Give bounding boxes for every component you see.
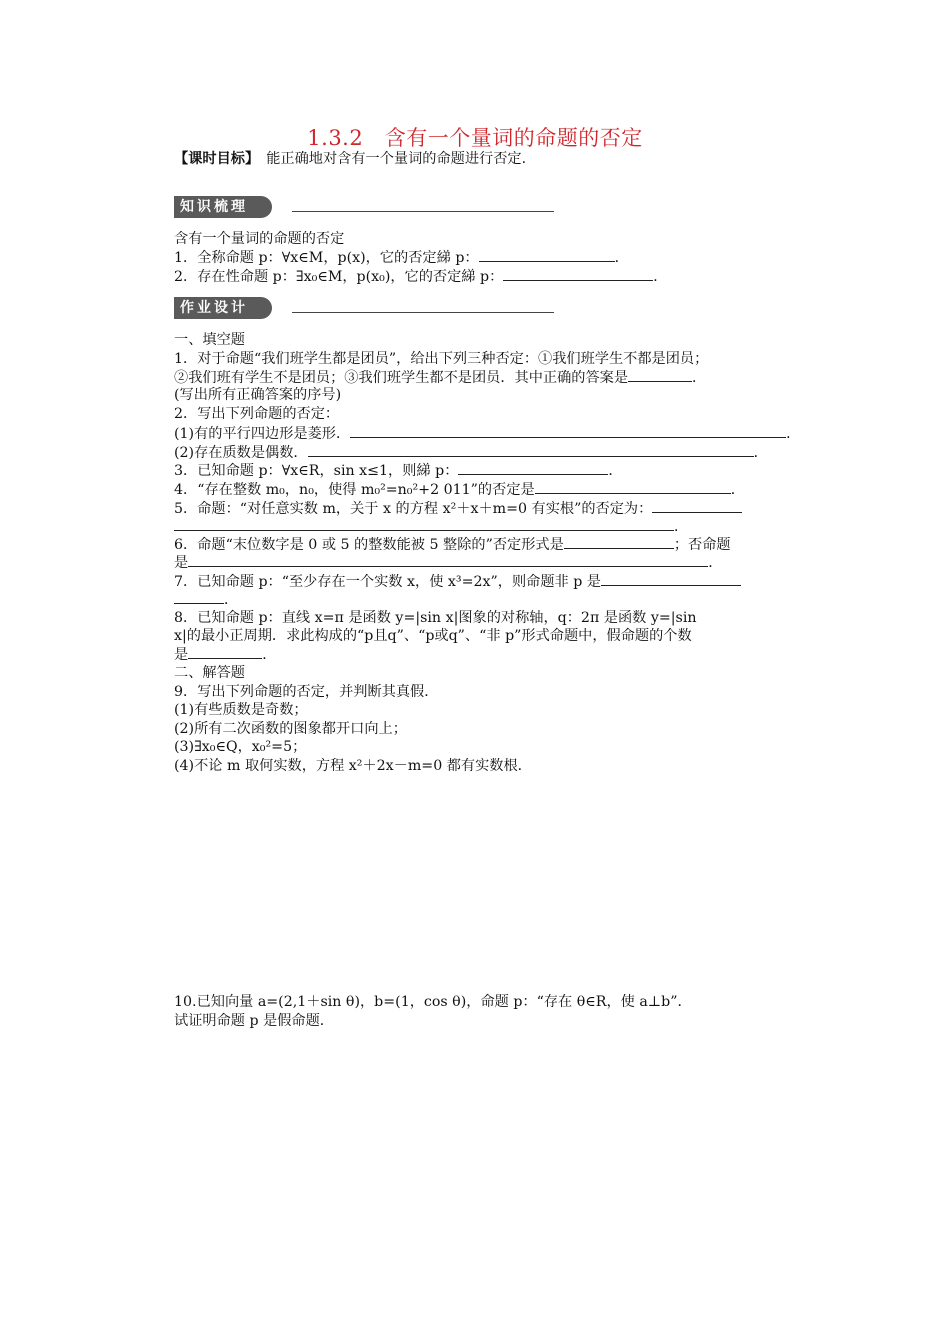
question-9-a: (1)有些质数是奇数； — [174, 702, 308, 718]
answer-blank[interactable] — [308, 443, 754, 457]
answer-blank[interactable] — [601, 572, 741, 586]
item-text: (2)存在质数是偶数． — [174, 445, 308, 461]
item-text: ；否命题 — [673, 537, 731, 553]
question-10-line-2: 试证明命题 p 是假命题． — [174, 1013, 334, 1029]
knowledge-heading: 含有一个量词的命题的否定 — [174, 231, 345, 247]
item-text: 4．“存在整数 m₀，n₀，使得 m₀²=n₀²+2 011”的否定是 — [174, 482, 535, 498]
answer-blank[interactable] — [652, 499, 742, 513]
answer-blank[interactable] — [350, 424, 786, 438]
section-tag-knowledge: 知识梳理 — [174, 196, 272, 218]
section-header-homework — [174, 297, 554, 319]
answer-blank[interactable] — [564, 535, 674, 549]
item-text: ． — [614, 250, 629, 266]
question-6-line-2 — [174, 553, 722, 572]
question-5-line-1 — [174, 499, 742, 518]
item-text: 3．已知命题 p：∀x∈R，sin x≤1，则綈 p： — [174, 463, 459, 479]
question-9-line-1: 9．写出下列命题的否定，并判断其真假． — [174, 684, 439, 700]
question-2-b — [174, 443, 768, 462]
question-7-line-1 — [174, 572, 741, 591]
item-text: 7．已知命题 p：“至少存在一个实数 x，使 x³=2x”，则命题非 p 是 — [174, 574, 601, 590]
question-8-line-2: x|的最小正周期．求此构成的“p且q”、“p或q”、“非 p”形式命题中，假命题的个数 — [174, 628, 692, 644]
part-heading-answer: 二、解答题 — [174, 665, 245, 681]
item-text: ． — [786, 426, 801, 442]
question-1-line-1: 1．对于命题“我们班学生都是团员”，给出下列三种否定：①我们班学生不都是团员； — [174, 351, 709, 367]
item-text: 是 — [174, 647, 189, 663]
item-text: ． — [730, 482, 745, 498]
answer-blank[interactable] — [458, 461, 608, 475]
answer-blank[interactable] — [503, 267, 653, 281]
answer-blank[interactable] — [628, 368, 692, 382]
question-9-d: (4)不论 m 取何实数，方程 x²＋2x－m=0 都有实数根． — [174, 758, 532, 774]
item-text: 2．存在性命题 p：∃x₀∈M，p(x₀)，它的否定綈 p： — [174, 269, 504, 285]
question-10-line-1: 10.已知向量 a=(2,1＋sin θ)，b=(1，cos θ)，命题 p：“存在 θ∈R，使 a⊥b”． — [174, 994, 692, 1010]
question-4 — [174, 480, 745, 499]
item-text: 1．全称命题 p：∀x∈M，p(x)，它的否定綈 p： — [174, 250, 479, 266]
item-text: ． — [674, 519, 689, 535]
question-8-line-1: 8．已知命题 p：直线 x=π 是函数 y=|sin x|图象的对称轴，q：2π 是函数 y=|sin — [174, 610, 697, 626]
section-header-knowledge — [174, 196, 554, 218]
question-1-line-3: (写出所有正确答案的序号) — [174, 387, 342, 403]
item-text: 5．命题：“对任意实数 m，关于 x 的方程 x²＋x＋m=0 有实根”的否定为： — [174, 501, 653, 517]
question-3 — [174, 461, 623, 480]
goal-text: 能正确地对含有一个量词的命题进行否定. — [252, 151, 527, 167]
part-heading-fill: 一、填空题 — [174, 332, 245, 348]
question-9-c: (3)∃x₀∈Q，x₀²=5； — [174, 739, 307, 755]
section-tag-homework: 作业设计 — [174, 297, 272, 319]
bullet-dot-icon — [272, 201, 284, 213]
item-text: ． — [653, 269, 668, 285]
answer-blank[interactable] — [479, 248, 615, 262]
section-rule — [292, 312, 554, 313]
item-text: ． — [262, 647, 277, 663]
question-8-line-3 — [174, 645, 276, 664]
section-rule — [292, 211, 554, 212]
goal-label: 【课时目标】 — [174, 151, 253, 167]
question-6-line-1 — [174, 535, 731, 554]
item-text: ． — [608, 463, 623, 479]
question-2-a — [174, 424, 800, 443]
knowledge-item-2 — [174, 267, 667, 286]
item-text: 是 — [174, 555, 189, 571]
bullet-dot-icon — [272, 302, 284, 314]
knowledge-item-1 — [174, 248, 629, 267]
item-text: ②我们班有学生不是团员；③我们班学生都不是团员．其中正确的答案是 — [174, 370, 629, 386]
answer-blank[interactable] — [188, 645, 262, 659]
item-text: ． — [224, 592, 239, 608]
item-text: ． — [692, 370, 707, 386]
item-text: ． — [753, 445, 768, 461]
answer-blank[interactable] — [535, 480, 731, 494]
answer-blank[interactable] — [188, 553, 708, 567]
item-text: 6．命题“末位数字是 0 或 5 的整数能被 5 整除的”否定形式是 — [174, 537, 564, 553]
answer-blank[interactable] — [174, 517, 674, 531]
question-1-line-2 — [174, 368, 706, 387]
question-5-line-2 — [174, 517, 688, 536]
item-text: (1)有的平行四边形是菱形． — [174, 426, 351, 442]
page-title: 1.3.2 含有一个量词的命题的否定 — [307, 126, 643, 150]
item-text: ． — [708, 555, 723, 571]
question-7-line-2 — [174, 590, 238, 609]
answer-blank[interactable] — [174, 590, 224, 604]
question-9-b: (2)所有二次函数的图象都开口向上； — [174, 721, 407, 737]
question-2-line-1: 2．写出下列命题的否定： — [174, 406, 340, 422]
lesson-goal — [174, 150, 526, 168]
